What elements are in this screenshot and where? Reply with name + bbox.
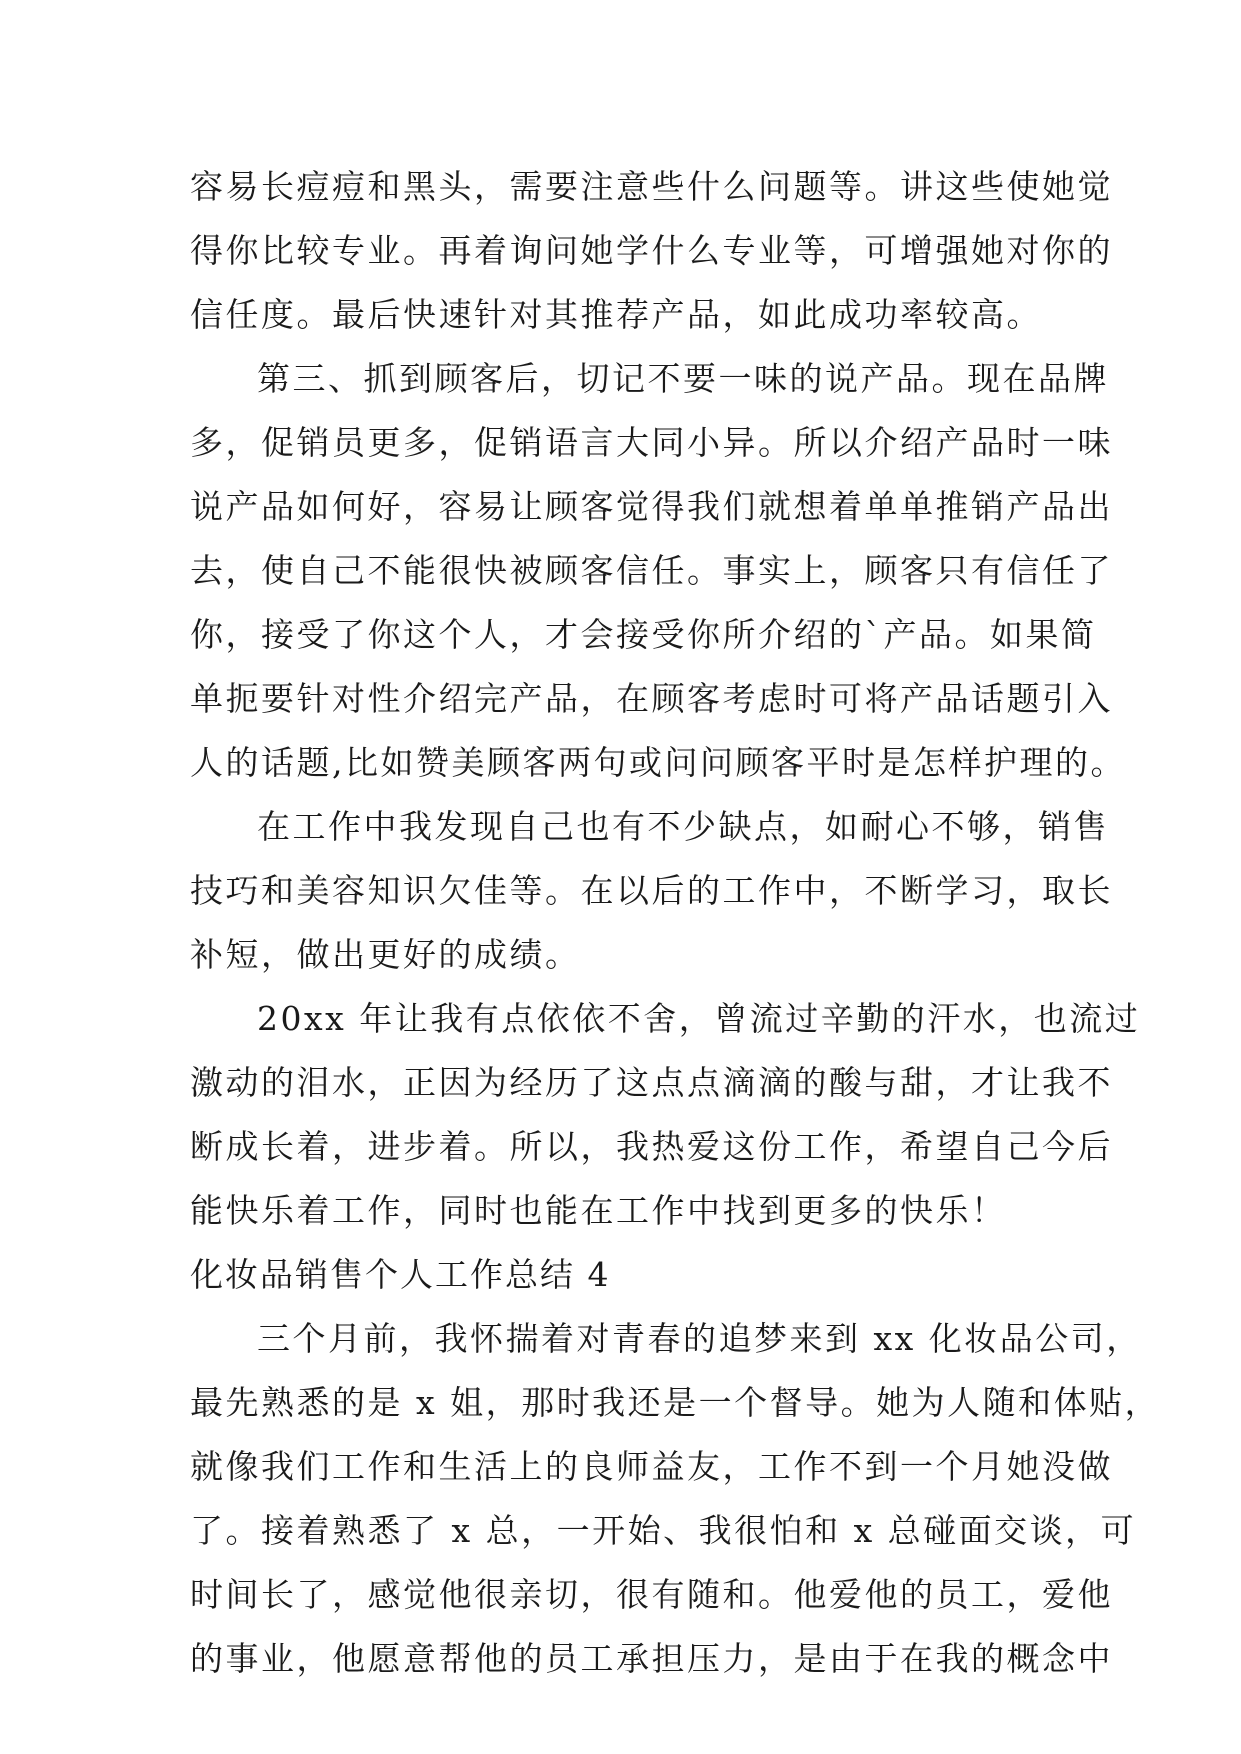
text-line: 技巧和美容知识欠佳等。在以后的工作中，不断学习，取长 — [190, 871, 1113, 910]
text-line: 时间长了，感觉他很亲切，很有随和。他爱他的员工，爱他 — [190, 1575, 1113, 1614]
text-line: 去，使自己不能很快被顾客信任。事实上，顾客只有信任了 — [190, 551, 1113, 590]
paragraph-first-line: 三个月前，我怀揣着对青春的追梦来到 xx 化妆品公司， — [257, 1319, 1142, 1358]
text-line: 多，促销员更多，促销语言大同小异。所以介绍产品时一味 — [190, 423, 1113, 462]
text-line: 人的话题,比如赞美顾客两句或问问顾客平时是怎样护理的。 — [190, 743, 1126, 782]
paragraph-first-line: 第三、抓到顾客后，切记不要一味的说产品。现在品牌 — [257, 359, 1109, 398]
text-line: 就像我们工作和生活上的良师益友，工作不到一个月她没做 — [190, 1447, 1113, 1486]
text-line: 了。接着熟悉了 x 总，一开始、我很怕和 x 总碰面交谈，可 — [190, 1511, 1137, 1550]
paragraph-first-line: 在工作中我发现自己也有不少缺点，如耐心不够，销售 — [257, 807, 1109, 846]
text-line: 说产品如何好，容易让顾客觉得我们就想着单单推销产品出 — [190, 487, 1113, 526]
paragraph-first-line: 20xx 年让我有点依依不舍，曾流过辛勤的汗水，也流过 — [257, 999, 1141, 1038]
text-line: 信任度。最后快速针对其推荐产品，如此成功率较高。 — [190, 295, 1042, 334]
text-line: 断成长着，进步着。所以，我热爱这份工作，希望自己今后 — [190, 1127, 1113, 1166]
text-line: 单扼要针对性介绍完产品，在顾客考虑时可将产品话题引入 — [190, 679, 1113, 718]
text-line: 补短，做出更好的成绩。 — [190, 935, 581, 974]
text-line: 最先熟悉的是 x 姐，那时我还是一个督导。她为人随和体贴， — [190, 1383, 1161, 1422]
section-heading: 化妆品销售个人工作总结 4 — [190, 1255, 611, 1294]
text-line: 得你比较专业。再着询问她学什么专业等，可增强她对你的 — [190, 231, 1113, 270]
text-line: 的事业，他愿意帮他的员工承担压力，是由于在我的概念中 — [190, 1639, 1113, 1678]
text-line: 你，接受了你这个人，才会接受你所介绍的`产品。如果简 — [190, 615, 1097, 654]
text-line: 容易长痘痘和黑头，需要注意些什么问题等。讲这些使她觉 — [190, 167, 1113, 206]
document-page — [190, 155, 1161, 1691]
text-line: 能快乐着工作，同时也能在工作中找到更多的快乐！ — [190, 1191, 1007, 1230]
text-line: 激动的泪水，正因为经历了这点点滴滴的酸与甜，才让我不 — [190, 1063, 1113, 1102]
